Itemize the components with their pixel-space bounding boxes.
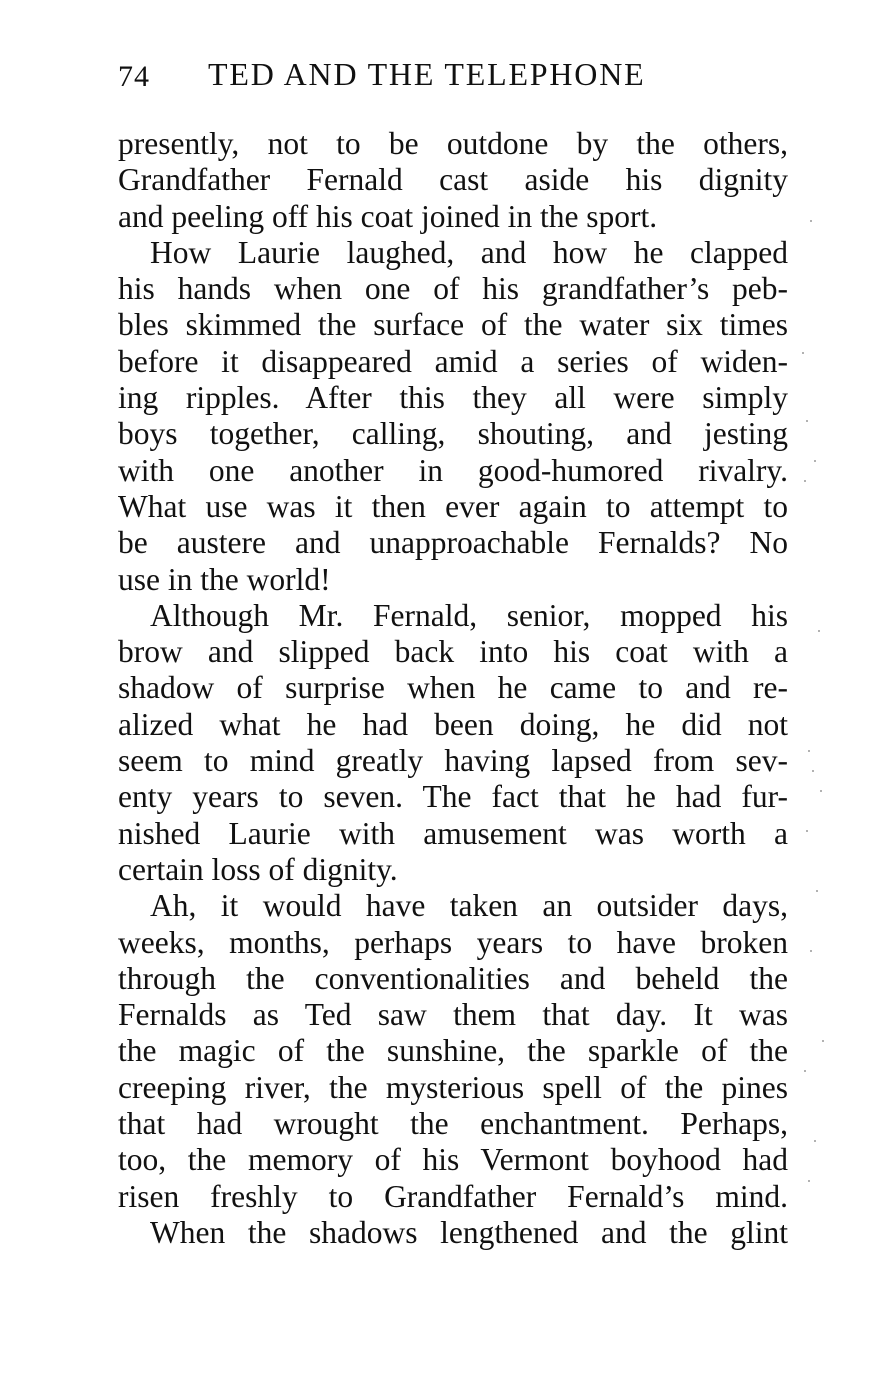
scan-speck: [808, 1180, 810, 1182]
text-line: be austere and unapproachable Fernalds? No: [118, 525, 788, 561]
text-line: presently, not to be outdone by the others,: [118, 126, 788, 161]
text-line: bles skimmed the surface of the water six times: [118, 307, 788, 343]
text-line: and peeling off his coat joined in the sport.: [118, 198, 658, 234]
running-head: [118, 56, 788, 96]
scan-speck: [818, 630, 820, 632]
scan-speck: [820, 790, 822, 792]
scan-speck: [814, 1140, 816, 1142]
text-line: too, the memory of his Vermont boyhood had: [118, 1142, 788, 1178]
scan-speck: [812, 770, 814, 772]
text-line: before it disappeared amid a series of widen-: [118, 343, 788, 379]
text-line: Grandfather Fernald cast aside his dignity: [118, 162, 788, 198]
scan-speck: [802, 352, 804, 354]
text-line: creeping river, the mysterious spell of the pines: [118, 1069, 788, 1105]
text-line: Ah, it would have taken an outsider days,: [150, 888, 788, 924]
scan-speck: [806, 420, 808, 422]
text-line: Although Mr. Fernald, senior, mopped his: [150, 597, 788, 633]
book-title: TED AND THE TELEPHONE: [208, 56, 646, 92]
text-line: Fernalds as Ted saw them that day. It was: [118, 997, 788, 1033]
scan-speck: [804, 1070, 806, 1072]
text-line: nished Laurie with amusement was worth a: [118, 815, 788, 851]
text-line: brow and slipped back into his coat with a: [118, 634, 788, 670]
text-line: enty years to seven. The fact that he had fur-: [118, 779, 788, 815]
text-line: with one another in good-humored rivalry.: [118, 452, 788, 488]
body-text: [118, 126, 788, 1251]
text-line: the magic of the sunshine, the sparkle of the: [118, 1033, 788, 1069]
text-line: his hands when one of his grandfather’s peb-: [118, 271, 788, 307]
text-line: How Laurie laughed, and how he clapped: [150, 234, 788, 270]
scan-speck: [822, 1040, 824, 1042]
text-line: seem to mind greatly having lapsed from sev-: [118, 743, 788, 779]
text-line: alized what he had been doing, he did not: [118, 706, 788, 742]
text-line: ing ripples. After this they all were simply: [118, 380, 788, 416]
scan-speck: [806, 830, 808, 832]
page-number: 74: [118, 60, 150, 93]
text-line: use in the world!: [118, 561, 331, 597]
text-line: shadow of surprise when he came to and re-: [118, 670, 788, 706]
text-line: that had wrought the enchantment. Perhaps,: [118, 1106, 788, 1142]
text-line: certain loss of dignity.: [118, 851, 398, 887]
text-line: weeks, months, perhaps years to have broken: [118, 924, 788, 960]
scan-speck: [810, 220, 812, 222]
text-line: boys together, calling, shouting, and jesting: [118, 416, 788, 452]
text-line: through the conventionalities and beheld the: [118, 960, 788, 996]
text-line: When the shadows lengthened and the glint: [150, 1214, 788, 1250]
text-line: risen freshly to Grandfather Fernald’s mind.: [118, 1178, 788, 1214]
scan-speck: [814, 460, 816, 462]
scan-speck: [808, 750, 810, 752]
scan-speck: [816, 890, 818, 892]
scan-speck: [810, 950, 812, 952]
text-line: What use was it then ever again to attempt to: [118, 488, 788, 524]
margin-scan-specks: [800, 130, 840, 1230]
scan-speck: [804, 480, 806, 482]
